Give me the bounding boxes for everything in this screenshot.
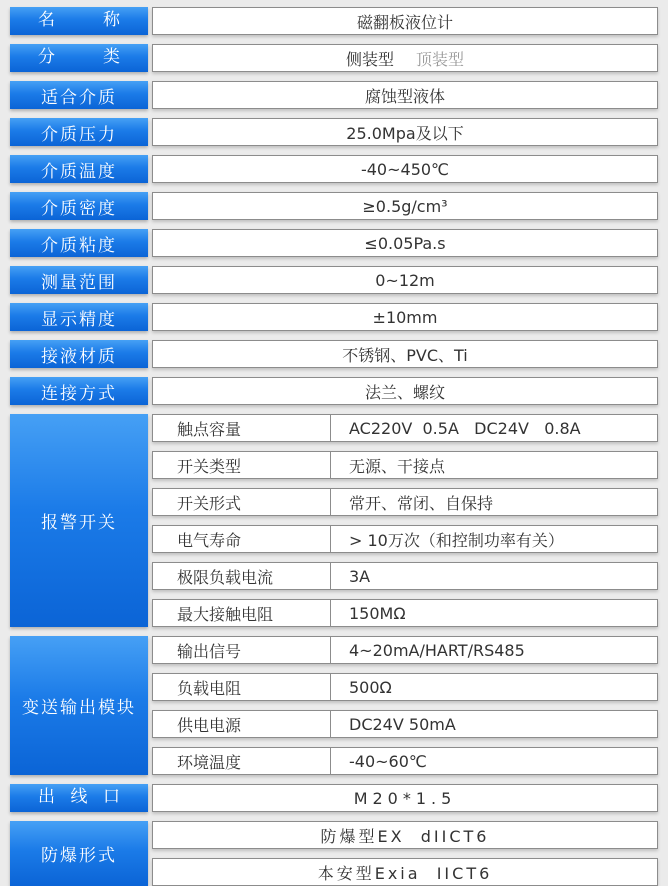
explosion-proof-subrows bbox=[152, 821, 658, 886]
row-label-temperature: 介质温度 bbox=[10, 155, 148, 183]
subrow-switch-type bbox=[152, 451, 658, 479]
row-value-name: 磁翻板液位计 bbox=[152, 7, 658, 35]
row-label-connection: 连接方式 bbox=[10, 377, 148, 405]
subrow-value: 4~20mA/HART/RS485 bbox=[349, 640, 525, 660]
subrow-name: 供电电源 bbox=[153, 711, 331, 737]
row-label-pressure: 介质压力 bbox=[10, 118, 148, 146]
subrow-switch-form bbox=[152, 488, 658, 516]
subrow-value: AC220V 0.5A DC24V 0.8A bbox=[349, 418, 581, 438]
row-value-temperature: -40~450℃ bbox=[152, 155, 658, 183]
row-label-range: 测量范围 bbox=[10, 266, 148, 294]
transmitter-subrows bbox=[152, 636, 658, 775]
row-label-viscosity: 介质粘度 bbox=[10, 229, 148, 257]
section-alarm-switch bbox=[10, 414, 658, 627]
subrow-name: 负载电阻 bbox=[153, 674, 331, 700]
subrow-name: 环境温度 bbox=[153, 748, 331, 774]
row-label-category: 分类 bbox=[10, 44, 148, 72]
subrow-name: 极限负载电流 bbox=[153, 563, 331, 589]
subrow-name: 开关类型 bbox=[153, 452, 331, 478]
subrow-limit-load-current bbox=[152, 562, 658, 590]
category-side-mounted: 侧装型 bbox=[345, 49, 394, 69]
row-value-wetted-material: 不锈钢、PVC、Ti bbox=[152, 340, 658, 368]
subrow-electrical-life bbox=[152, 525, 658, 553]
subrow-value: 无源、干接点 bbox=[349, 456, 446, 476]
spec-row-accuracy bbox=[10, 303, 658, 331]
spec-row-cable-outlet bbox=[10, 784, 658, 812]
spec-row-category bbox=[10, 44, 658, 72]
row-label-wetted-material: 接液材质 bbox=[10, 340, 148, 368]
section-transmitter-module bbox=[10, 636, 658, 775]
subrow-name: 触点容量 bbox=[153, 415, 331, 441]
section-label-alarm-switch: 报警开关 bbox=[10, 414, 148, 627]
section-label-explosion-proof: 防爆形式 bbox=[10, 821, 148, 886]
subrow-value: 常开、常闭、自保持 bbox=[349, 493, 494, 513]
row-value-viscosity: ≤0.05Pa.s bbox=[152, 229, 658, 257]
section-explosion-proof bbox=[10, 821, 658, 886]
row-label-name: 名称 bbox=[10, 7, 148, 35]
row-value-medium: 腐蚀型液体 bbox=[152, 81, 658, 109]
subrow-output-signal bbox=[152, 636, 658, 664]
spec-row-pressure bbox=[10, 118, 658, 146]
spec-row-medium bbox=[10, 81, 658, 109]
subrow-power-supply bbox=[152, 710, 658, 738]
subrow-value: > 10万次（和控制功率有关） bbox=[349, 530, 564, 550]
row-value-density: ≥0.5g/cm³ bbox=[152, 192, 658, 220]
subrow-value: -40~60℃ bbox=[349, 751, 427, 771]
subrow-contact-capacity bbox=[152, 414, 658, 442]
row-label-density: 介质密度 bbox=[10, 192, 148, 220]
subrow-load-resistance bbox=[152, 673, 658, 701]
row-label-accuracy: 显示精度 bbox=[10, 303, 148, 331]
subrow-name: 最大接触电阻 bbox=[153, 600, 331, 626]
category-top-mounted: 顶装型 bbox=[416, 49, 465, 69]
spec-row-density bbox=[10, 192, 658, 220]
spec-row-viscosity bbox=[10, 229, 658, 257]
subrow-value: 防爆型EX dIICT6 bbox=[320, 826, 490, 846]
spec-row-temperature bbox=[10, 155, 658, 183]
subrow-name: 电气寿命 bbox=[153, 526, 331, 552]
spec-row-name bbox=[10, 7, 658, 35]
subrow-name: 输出信号 bbox=[153, 637, 331, 663]
subrow-value: 150MΩ bbox=[349, 603, 406, 623]
row-value-accuracy: ±10mm bbox=[152, 303, 658, 331]
subrow-intrinsically-safe-type bbox=[152, 858, 658, 886]
subrow-ambient-temperature bbox=[152, 747, 658, 775]
row-value-category bbox=[152, 44, 658, 72]
row-value-connection: 法兰、螺纹 bbox=[152, 377, 658, 405]
spec-row-connection bbox=[10, 377, 658, 405]
spec-row-range bbox=[10, 266, 658, 294]
subrow-value: 500Ω bbox=[349, 677, 392, 697]
subrow-value: DC24V 50mA bbox=[349, 714, 456, 734]
subrow-name: 开关形式 bbox=[153, 489, 331, 515]
section-label-transmitter-module: 变送输出模块 bbox=[10, 636, 148, 775]
subrow-value: 3A bbox=[349, 566, 371, 586]
row-label-medium: 适合介质 bbox=[10, 81, 148, 109]
subrow-value: 本安型Exia IICT6 bbox=[317, 863, 493, 883]
row-value-cable-outlet: M20*1.5 bbox=[152, 784, 658, 812]
row-value-pressure: 25.0Mpa及以下 bbox=[152, 118, 658, 146]
subrow-max-contact-resistance bbox=[152, 599, 658, 627]
row-label-cable-outlet: 出线口 bbox=[10, 784, 148, 812]
subrow-flameproof-type bbox=[152, 821, 658, 849]
spec-row-wetted-material bbox=[10, 340, 658, 368]
row-value-range: 0~12m bbox=[152, 266, 658, 294]
alarm-switch-subrows bbox=[152, 414, 658, 627]
